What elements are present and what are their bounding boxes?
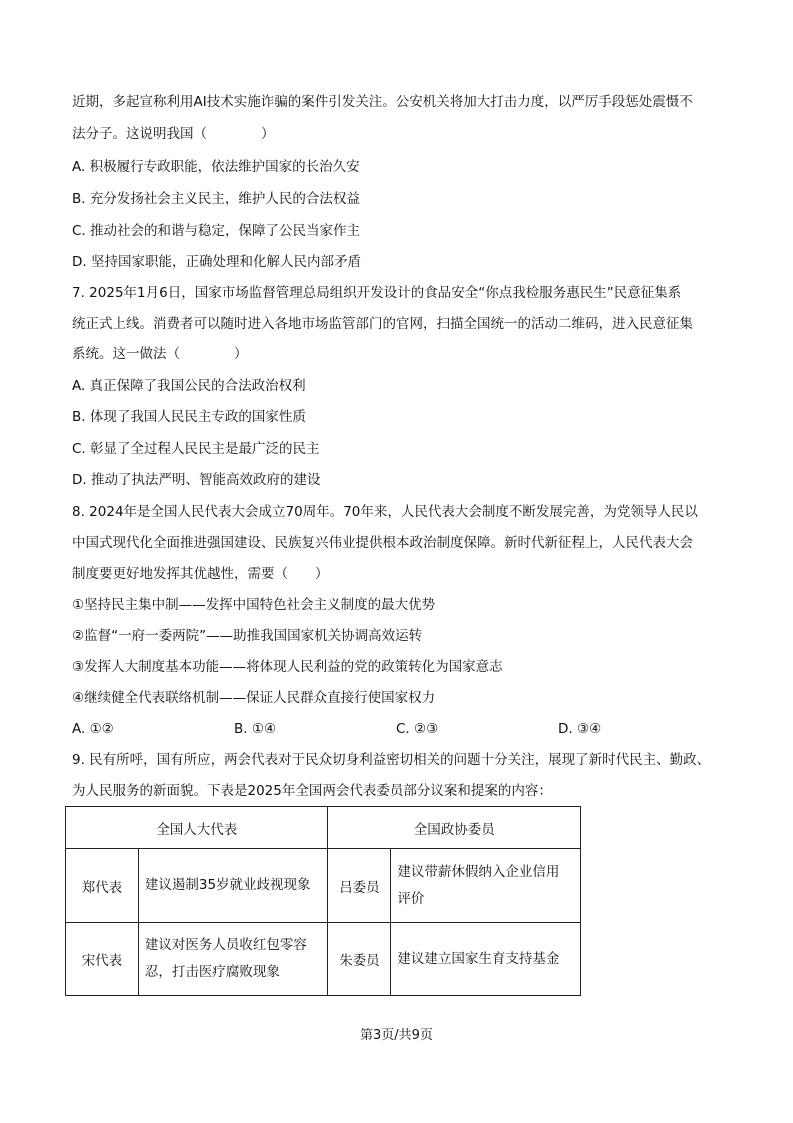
q8-option-d: D. ③④ xyxy=(558,721,602,737)
q6-option-d: D. 坚持国家职能，正确处理和化解人民内部矛盾 xyxy=(72,254,361,270)
member-proposal: 建议建立国家生育支持基金 xyxy=(391,923,581,996)
q6-stem-line-1: 近期，多起宣称利用AI技术实施诈骗的案件引发关注。公安机关将加大打击力度，以严厉手段惩处震慑不 xyxy=(72,94,693,110)
q8-stem-line-3: 制度要更好地发挥其优越性，需要（ ） xyxy=(72,566,329,582)
q8-stem-line-1: 8. 2024年是全国人民代表大会成立70周年。70年来，人民代表大会制度不断发展完善，为党领导人民以 xyxy=(72,504,698,520)
q6-option-b: B. 充分发扬社会主义民主，维护人民的合法权益 xyxy=(72,191,360,207)
deputy-proposal: 建议遏制35岁就业歧视现象 xyxy=(138,849,328,923)
header-cppcc-members: 全国政协委员 xyxy=(328,807,581,849)
q7-option-b: B. 体现了我国人民民主专政的国家性质 xyxy=(72,409,306,425)
deputy-proposal xyxy=(138,923,328,996)
table-row xyxy=(66,849,581,923)
q8-option-a: A. ①② xyxy=(72,721,114,737)
q6-option-a: A. 积极履行专政职能，依法维护国家的长治久安 xyxy=(72,159,360,175)
q6-option-c: C. 推动社会的和谐与稳定，保障了公民当家作主 xyxy=(72,223,361,239)
q7-option-d: D. 推动了执法严明、智能高效政府的建设 xyxy=(72,472,321,488)
q8-item-4: ④继续健全代表联络机制——保证人民群众直接行使国家权力 xyxy=(72,690,436,706)
member-proposal-line-2: 评价 xyxy=(397,890,425,907)
q8-item-2: ②监督“一府一委两院”——助推我国国家机关协调高效运转 xyxy=(72,628,423,644)
q8-stem-line-2: 中国式现代化全面推进强国建设、民族复兴伟业提供根本政治制度保障。新时代新征程上，人民代表大会 xyxy=(72,535,693,551)
member-proposal xyxy=(391,849,581,923)
q7-option-c: C. 彰显了全过程人民民主是最广泛的民主 xyxy=(72,441,320,457)
q9-stem-line-2: 为人民服务的新面貌。下表是2025年全国两会代表委员部分议案和提案的内容： xyxy=(72,783,552,799)
q8-option-b: B. ①④ xyxy=(234,721,277,737)
q9-stem-line-1: 9. 民有所呼，国有所应，两会代表对于民众切身利益密切相关的问题十分关注，展现了新时代民主、勤政、 xyxy=(72,752,711,768)
deputy-name: 郑代表 xyxy=(66,849,139,923)
deputy-name: 宋代表 xyxy=(66,923,139,996)
q7-stem-line-3: 系统。这一做法（ ） xyxy=(72,346,248,362)
proposal-table xyxy=(65,806,581,996)
q7-option-a: A. 真正保障了我国公民的合法政治权利 xyxy=(72,378,306,394)
q6-stem-line-2: 法分子。这说明我国（ ） xyxy=(72,126,275,142)
member-name: 朱委员 xyxy=(328,923,391,996)
q7-stem-line-2: 统正式上线。消费者可以随时进入各地市场监管部门的官网，扫描全国统一的活动二维码，进入民意征集 xyxy=(72,316,693,332)
q8-item-3: ③发挥人大制度基本功能——将体现人民利益的党的政策转化为国家意志 xyxy=(72,659,503,675)
q8-item-1: ①坚持民主集中制——发挥中国特色社会主义制度的最大优势 xyxy=(72,597,436,613)
member-proposal-line-1: 建议带薪休假纳入企业信用 xyxy=(397,863,560,880)
page-footer: 第3页/共9页 xyxy=(360,1028,433,1043)
q8-option-c: C. ②③ xyxy=(396,721,439,737)
deputy-proposal-line-2: 忍，打击医疗腐败现象 xyxy=(144,964,280,980)
header-npc-deputies: 全国人大代表 xyxy=(66,807,328,849)
table-header-row xyxy=(66,807,581,849)
q7-stem-line-1: 7. 2025年1月6日，国家市场监督管理总局组织开发设计的食品安全“你点我检服务惠民生”民意征集系 xyxy=(72,285,682,301)
table-row xyxy=(66,923,581,996)
member-name: 吕委员 xyxy=(328,849,391,923)
deputy-proposal-line-1: 建议对医务人员收红包零容 xyxy=(144,937,307,953)
